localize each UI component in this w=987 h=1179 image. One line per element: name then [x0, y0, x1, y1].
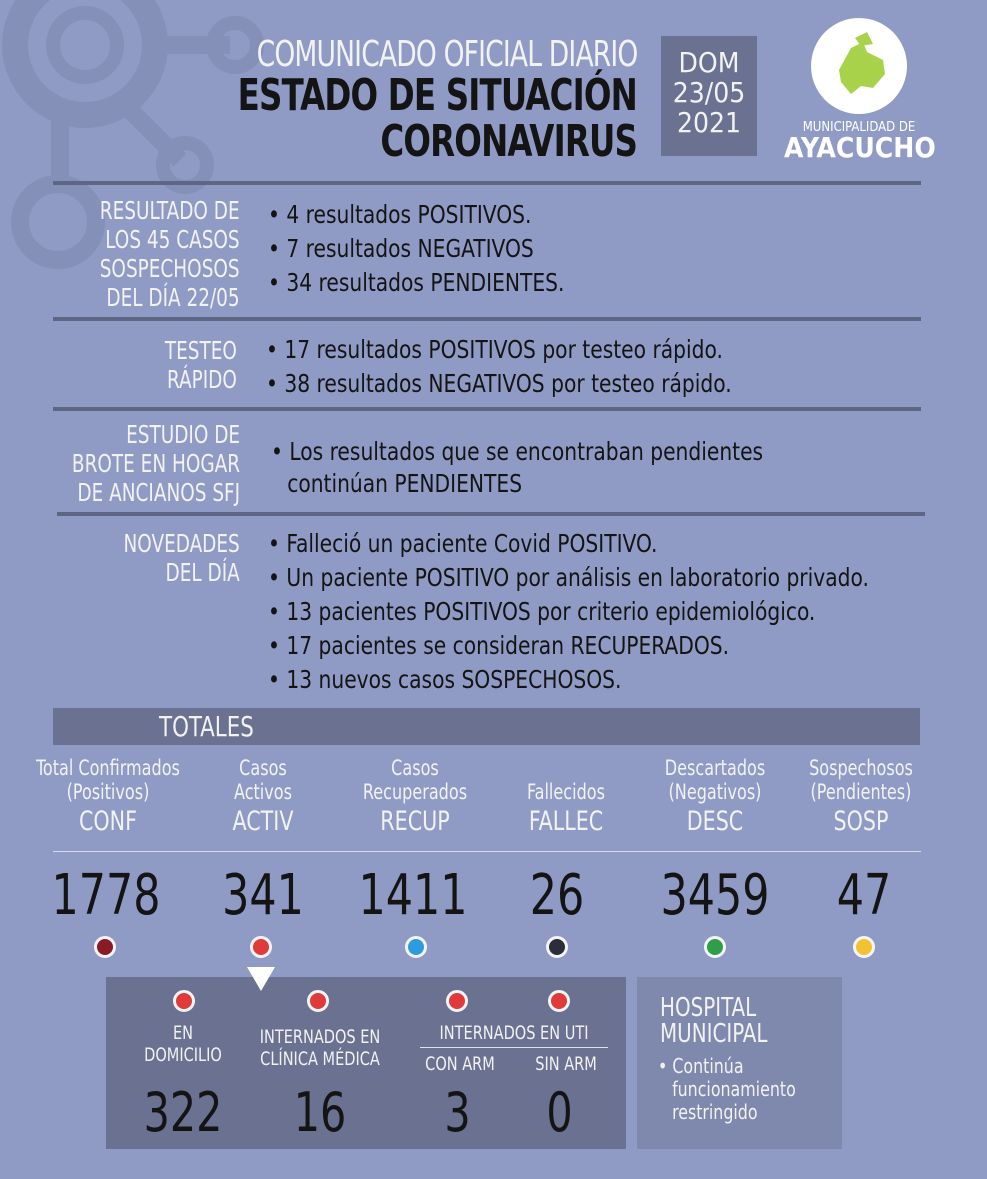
- stat-value-recup: 1411: [358, 863, 468, 928]
- stat-label: Descartados: [664, 756, 766, 780]
- pointer-triangle-icon: [247, 967, 275, 991]
- stat-code: CONF: [78, 806, 137, 837]
- status-dot-desc: [704, 936, 726, 958]
- municipality-logo: [784, 18, 936, 164]
- date-weekday: DOM: [678, 46, 740, 79]
- status-dot-recup: [405, 936, 427, 958]
- rapid-label-line: RÁPIDO: [167, 365, 237, 394]
- divider: [53, 317, 921, 321]
- stat-code: RECUP: [380, 806, 450, 837]
- stat-label: Total Confirmados: [36, 756, 180, 780]
- list-item: • Un paciente POSITIVO por análisis en laboratorio privado.: [268, 561, 869, 595]
- stat-code: FALLEC: [528, 806, 604, 837]
- results-label-line: LOS 45 CASOS: [105, 225, 241, 254]
- uti-title: INTERNADOS EN UTI: [439, 1022, 589, 1044]
- uti-with-arm-value: 3: [444, 1081, 471, 1144]
- hospital-status-line: restringido: [672, 1100, 758, 1124]
- list-item: • 17 resultados POSITIVOS por testeo rápido.: [266, 333, 732, 367]
- results-label-line: RESULTADO DE: [100, 196, 240, 225]
- stat-conf: [23, 756, 193, 838]
- home-label: [136, 1022, 230, 1066]
- stat-value-sosp: 47: [836, 863, 892, 928]
- status-dot-uti-arm: [446, 990, 468, 1012]
- uti-without-arm-value: 0: [546, 1081, 573, 1144]
- list-item: • 13 nuevos casos SOSPECHOSOS.: [268, 663, 869, 697]
- clinic-label-line: CLÍNICA MÉDICA: [260, 1048, 380, 1070]
- stat-desc: [630, 756, 800, 838]
- status-dot-uti-noarm: [548, 990, 570, 1012]
- list-item: • Los resultados que se encontraban pendientes: [271, 436, 763, 468]
- outbreak-label-line: ESTUDIO DE: [126, 420, 240, 449]
- date-year: 2021: [676, 106, 742, 139]
- divider: [420, 1047, 608, 1048]
- status-dot-fallec: [546, 936, 568, 958]
- list-item: • 4 resultados POSITIVOS.: [268, 198, 564, 232]
- stat-label: (Pendientes): [810, 780, 912, 804]
- list-item: • 17 pacientes se consideran RECUPERADOS.: [268, 629, 869, 663]
- home-value: 322: [143, 1081, 223, 1144]
- hospital-title-line: MUNICIPAL: [660, 1019, 768, 1049]
- news-label: [124, 529, 240, 587]
- home-label-line: DOMICILIO: [144, 1044, 222, 1066]
- divider: [53, 851, 921, 852]
- clinic-label: [256, 1026, 384, 1070]
- list-item-continuation: continúan PENDIENTES: [287, 469, 523, 498]
- header-subtitle: COMUNICADO OFICIAL DIARIO: [256, 34, 637, 75]
- divider: [53, 181, 921, 185]
- stat-value-activ: 341: [222, 863, 304, 928]
- outbreak-label-line: DE ANCIANOS SFJ: [77, 478, 240, 507]
- stat-value-fallec: 26: [529, 863, 585, 928]
- stat-recup: [330, 756, 500, 838]
- status-dot-conf: [94, 936, 116, 958]
- header-title: ESTADO DE SITUACIÓN: [237, 70, 637, 121]
- news-list: [268, 527, 869, 697]
- stat-value-desc: 3459: [660, 863, 770, 928]
- stat-code: ACTIV: [232, 806, 294, 837]
- list-item: • Falleció un paciente Covid POSITIVO.: [268, 527, 869, 561]
- results-list: [268, 198, 564, 300]
- status-dot-home: [173, 990, 195, 1012]
- status-dot-activ: [250, 936, 272, 958]
- hospital-title-line: HOSPITAL: [660, 993, 757, 1023]
- ayacucho-map-logo-icon: [811, 18, 907, 114]
- stat-label: Recuperados: [362, 780, 468, 804]
- rapid-test-list: [266, 333, 732, 401]
- hospital-status-line: • Continúa: [658, 1054, 744, 1078]
- stat-sosp: [776, 756, 946, 838]
- status-dot-clinic: [307, 990, 329, 1012]
- hospital-title: [660, 995, 767, 1047]
- stat-fallec: [481, 756, 651, 838]
- stat-code: DESC: [686, 806, 744, 837]
- stat-activ: [178, 756, 348, 838]
- logo-name: AYACUCHO: [784, 131, 936, 164]
- hospital-status-text: Continúa: [672, 1054, 744, 1078]
- stat-label: Sospechosos: [809, 756, 913, 780]
- totals-header: [53, 708, 920, 745]
- stat-label: Casos: [239, 756, 287, 780]
- outbreak-label: [72, 420, 240, 507]
- logo-subtitle: MUNICIPALIDAD DE: [802, 120, 916, 135]
- divider: [53, 407, 921, 411]
- hospital-status: [658, 1055, 796, 1124]
- header-title-2: CORONAVIRUS: [380, 116, 637, 167]
- outbreak-list: [271, 436, 763, 500]
- list-item: • 7 resultados NEGATIVOS: [268, 232, 564, 266]
- news-label-line: DEL DÍA: [165, 558, 240, 587]
- results-label-line: SOSPECHOSOS: [100, 254, 240, 283]
- date-day-month: 23/05: [672, 76, 746, 109]
- divider: [57, 512, 925, 516]
- stat-label: (Positivos): [66, 780, 150, 804]
- clinic-value: 16: [293, 1081, 347, 1144]
- home-label-line: EN: [172, 1022, 194, 1044]
- list-item: • 38 resultados NEGATIVOS por testeo rápido.: [266, 367, 732, 401]
- status-dot-sosp: [853, 936, 875, 958]
- list-item: • 13 pacientes POSITIVOS por criterio epidemiológico.: [268, 595, 869, 629]
- rapid-label-line: TESTEO: [164, 336, 237, 365]
- news-label-line: NOVEDADES: [123, 529, 240, 558]
- uti-without-arm-label: SIN ARM: [535, 1053, 597, 1075]
- stat-label: Fallecidos: [527, 780, 605, 804]
- hospital-status-line: funcionamiento: [672, 1077, 796, 1101]
- stat-label: (Negativos): [668, 780, 762, 804]
- results-label: [100, 196, 240, 312]
- stat-label: Activos: [234, 780, 292, 804]
- stat-code: SOSP: [833, 806, 889, 837]
- list-item: • 34 resultados PENDIENTES.: [268, 266, 564, 300]
- totals-title: TOTALES: [159, 710, 254, 743]
- date-box: [661, 36, 757, 156]
- outbreak-label-line: BROTE EN HOGAR: [71, 449, 240, 478]
- results-label-line: DEL DÍA 22/05: [106, 283, 240, 312]
- uti-with-arm-label: CON ARM: [425, 1053, 495, 1075]
- stat-value-conf: 1778: [51, 863, 161, 928]
- clinic-label-line: INTERNADOS EN: [259, 1026, 381, 1048]
- stat-label: Casos: [391, 756, 439, 780]
- rapid-test-label: [165, 336, 237, 394]
